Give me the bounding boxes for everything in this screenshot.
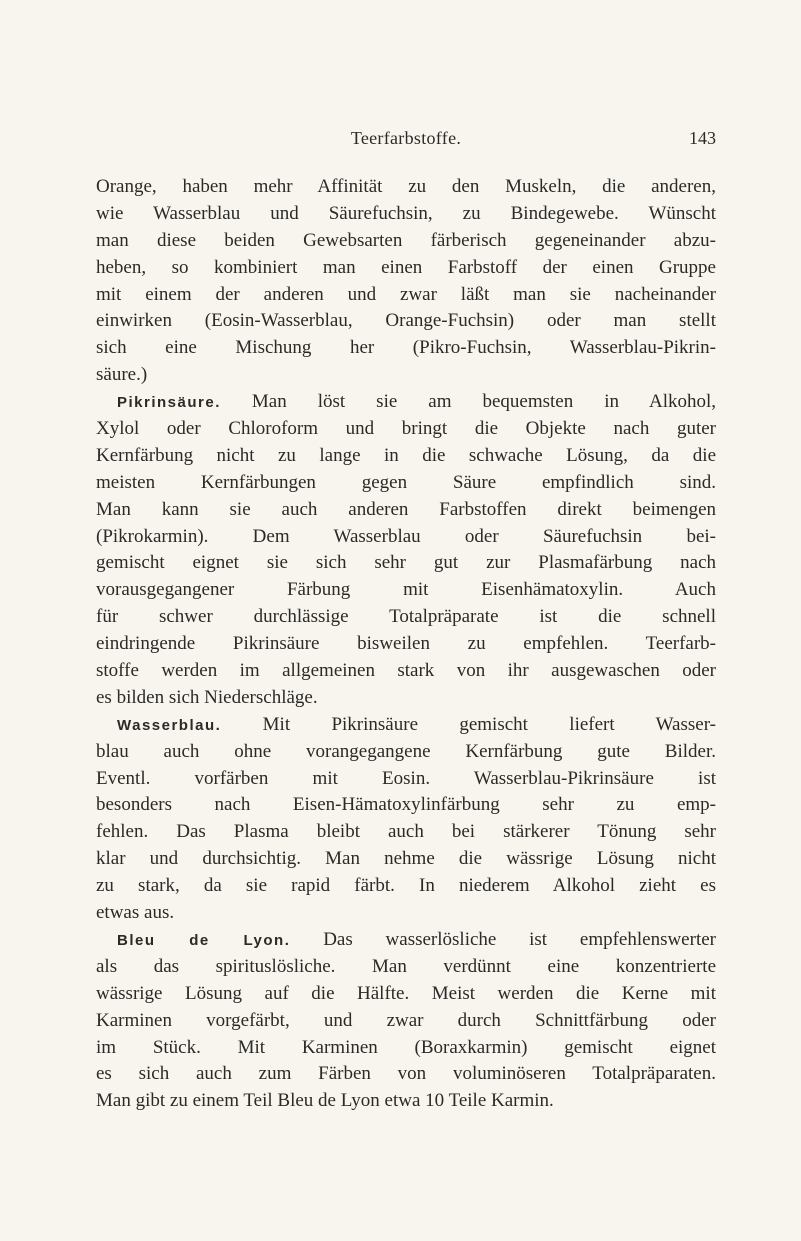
line-text: heben, so kombiniert man einen Farbstoff der einen Gruppe	[96, 256, 716, 278]
text-line	[96, 981, 716, 1008]
text-line	[96, 443, 716, 470]
text-line	[96, 604, 716, 631]
text-line	[96, 954, 716, 981]
line-text: vorausgegangener Färbung mit Eisenhämatoxylin. Auch	[96, 579, 716, 601]
line-text: sich eine Mischung her (Pikro-Fuchsin, Wasserblau-Pikrin-	[96, 337, 716, 359]
text-line	[96, 335, 716, 362]
line-text: für schwer durchlässige Totalpräparate ist die schnell	[96, 606, 716, 628]
line-text: klar und durchsichtig. Man nehme die wässrige Lösung nicht	[96, 848, 716, 870]
line-text: Man gibt zu einem Teil Bleu de Lyon etwa 10 Teile Karmin.	[96, 1090, 554, 1112]
text-line	[96, 739, 716, 766]
text-line	[96, 792, 716, 819]
text-line	[96, 416, 716, 443]
page-number: 143	[689, 128, 716, 148]
text-line	[96, 524, 716, 551]
line-text: im Stück. Mit Karminen (Boraxkarmin) gemischt eignet	[96, 1036, 716, 1058]
text-line	[96, 900, 716, 927]
line-text: es sich auch zum Färben von voluminöseren Totalpräparaten.	[96, 1063, 716, 1085]
line-text: Eventl. vorfärben mit Eosin. Wasserblau-Pikrinsäure ist	[96, 767, 716, 789]
text-line	[96, 658, 716, 685]
line-text: (Pikrokarmin). Dem Wasserblau oder Säurefuchsin bei-	[96, 525, 716, 547]
text-line	[96, 470, 716, 497]
running-head	[96, 128, 716, 154]
text-line	[96, 282, 716, 309]
line-text: wie Wasserblau und Säurefuchsin, zu Bindegewebe. Wünscht	[96, 202, 716, 224]
text-line	[96, 550, 716, 577]
line-text: Mit Pikrinsäure gemischt liefert Wasser-	[221, 713, 716, 735]
line-text: Orange, haben mehr Affinität zu den Muskeln, die anderen,	[96, 176, 716, 197]
text-line	[96, 712, 716, 739]
text-line	[96, 577, 716, 604]
text-line	[96, 766, 716, 793]
line-text: man diese beiden Gewebsarten färberisch gegeneinander abzu-	[96, 229, 716, 251]
line-text: Xylol oder Chloroform und bringt die Objekte nach guter	[96, 418, 716, 440]
line-text: blau auch ohne vorangegangene Kernfärbung gute Bilder.	[96, 740, 716, 762]
line-text: Das wasserlösliche ist empfehlenswerter	[290, 928, 716, 950]
line-text: mit einem der anderen und zwar läßt man sie nacheinander	[96, 283, 716, 305]
line-text: Man kann sie auch anderen Farbstoffen direkt beimengen	[96, 498, 716, 520]
line-text: meisten Kernfärbungen gegen Säure empfindlich sind.	[96, 471, 716, 493]
text-line	[96, 389, 716, 416]
text-line	[96, 819, 716, 846]
line-text: als das spirituslösliche. Man verdünnt eine konzentrierte	[96, 955, 716, 977]
text-line	[96, 497, 716, 524]
line-text: zu stark, da sie rapid färbt. In niederem Alkohol zieht es	[96, 875, 716, 897]
body-text	[96, 174, 716, 1115]
text-line	[96, 685, 716, 712]
paragraph-heading: Pikrinsäure.	[117, 394, 221, 412]
text-line	[96, 255, 716, 282]
line-text: fehlen. Das Plasma bleibt auch bei stärkerer Tönung sehr	[96, 821, 716, 843]
line-text: es bilden sich Niederschläge.	[96, 686, 318, 708]
line-text: säure.)	[96, 364, 148, 386]
line-text: stoffe werden im allgemeinen stark von ihr ausgewaschen oder	[96, 660, 716, 682]
text-line	[96, 308, 716, 335]
text-line	[96, 1088, 716, 1115]
line-text: eindringende Pikrinsäure bisweilen zu empfehlen. Teerfarb-	[96, 633, 716, 655]
paragraph-heading: Bleu de Lyon.	[117, 931, 291, 949]
line-text: Kernfärbung nicht zu lange in die schwache Lösung, da die	[96, 444, 716, 466]
line-text: etwas aus.	[96, 902, 175, 924]
text-line	[96, 631, 716, 658]
text-line	[96, 846, 716, 873]
line-text: besonders nach Eisen-Hämatoxylinfärbung sehr zu emp-	[96, 794, 716, 816]
text-line	[96, 201, 716, 228]
text-line	[96, 873, 716, 900]
line-text: wässrige Lösung auf die Hälfte. Meist werden die Kerne mit	[96, 982, 716, 1004]
text-line	[96, 1035, 716, 1062]
line-text: Karminen vorgefärbt, und zwar durch Schnittfärbung oder	[96, 1009, 716, 1031]
paragraph-heading: Wasserblau.	[117, 716, 222, 734]
line-text: einwirken (Eosin-Wasserblau, Orange-Fuchsin) oder man stellt	[96, 310, 716, 332]
line-text: gemischt eignet sie sich sehr gut zur Plasmafärbung nach	[96, 552, 716, 574]
running-title: Teerfarbstoffe.	[350, 128, 462, 148]
text-line	[96, 1008, 716, 1035]
line-text: Man löst sie am bequemsten in Alkohol,	[220, 391, 716, 413]
text-line	[96, 174, 716, 201]
text-line	[96, 1061, 716, 1088]
text-line	[96, 362, 716, 389]
text-line	[96, 927, 716, 954]
text-line	[96, 228, 716, 255]
